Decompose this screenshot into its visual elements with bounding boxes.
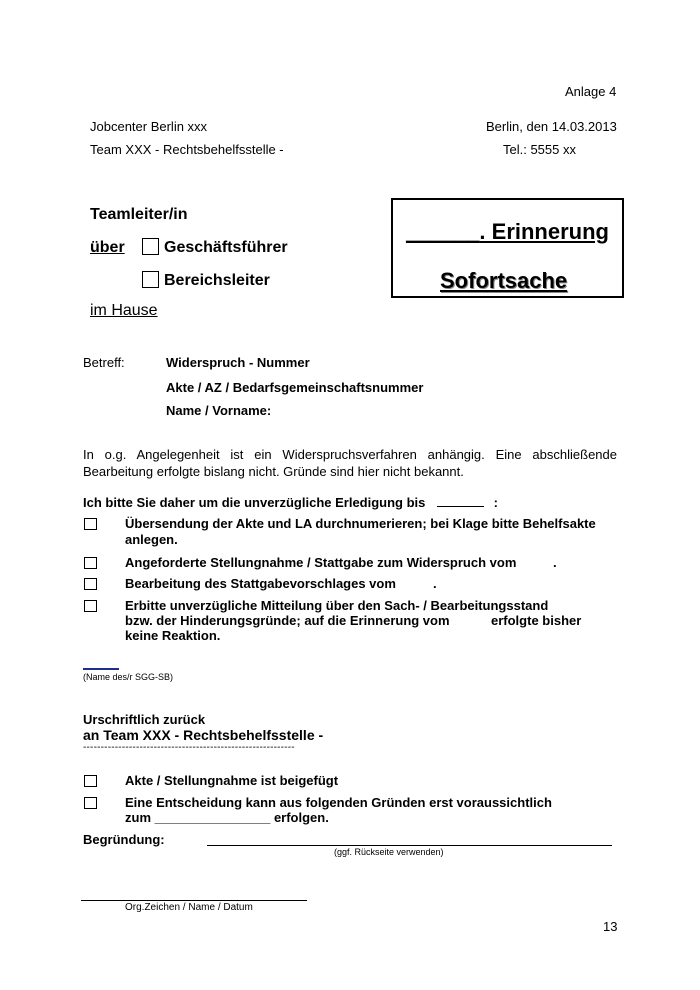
return-item-1-line-1: Akte / Stellungnahme ist beigefügt [125,773,339,788]
recipient-teamleader: Teamleiter/in [90,206,188,223]
return-item-2-line-2 [125,810,329,825]
return-item-2-suffix: erfolgen. [273,810,329,825]
subject-line-1: Widerspruch - Nummer [166,355,310,370]
request-text: Ich bitte Sie daher um die unverzügliche Erledigung bis [83,495,426,510]
reminder-blank: ______ [406,219,480,244]
task-4-line-3: keine Reaktion. [125,628,221,643]
subject-line-2: Akte / AZ / Bedarfsgemeinschaftsnummer [166,380,424,395]
place-date: Berlin, den 14.03.2013 [486,119,617,134]
task-4-line-1: Erbitte unverzügliche Mitteilung über den Sach- / Bearbeitungsstand [125,598,549,613]
task-2-line-1: Angeforderte Stellungnahme / Stattgabe zum Widerspruch vom [125,555,517,570]
return-item-2-prefix: zum [125,810,151,825]
notice-box [391,198,624,298]
option-bereichsleiter: Bereichsleiter [164,272,270,289]
task-4-line-2a: bzw. der Hinderungsgründe; auf die Erinnerung vom [125,613,450,628]
signature-caption: (Name des/r SGG-SB) [83,672,174,682]
footer-signature-line [81,900,307,901]
task-3-checkbox[interactable] [84,578,97,590]
option-geschaeftsfuehrer: Geschäftsführer [164,239,288,256]
task-1-checkbox[interactable] [84,518,97,530]
sender-team: Team XXX - Rechtsbehelfsstelle - [90,142,284,157]
phone: Tel.: 5555 xx [503,142,576,157]
task-4-line-2b: erfolgte bisher [491,613,582,628]
reminder-label: . Erinnerung [479,219,609,244]
return-item-2-blank[interactable]: ________________ [154,810,271,825]
in-house: im Hause [90,302,158,319]
urgent-label: Sofortsache [440,268,568,293]
sender-org: Jobcenter Berlin xxx [90,119,208,134]
return-heading-1: Urschriftlich zurück [83,712,206,727]
checkbox-geschaeftsfuehrer[interactable] [142,238,159,255]
request-line [83,495,498,510]
subject-line-3: Name / Vorname: [166,403,272,418]
recipient-via: über [90,239,125,256]
reason-label: Begründung: [83,832,165,847]
return-dashes: ------------------------------------------------------------ [83,742,295,753]
reason-hint: (ggf. Rückseite verwenden) [334,847,444,857]
signature-line [83,668,119,670]
reminder-heading [406,219,609,245]
return-item-1-checkbox[interactable] [84,775,97,787]
footer-caption: Org.Zeichen / Name / Datum [125,902,253,913]
annex-label: Anlage 4 [565,84,617,99]
reason-line[interactable] [207,845,612,846]
task-4-checkbox[interactable] [84,600,97,612]
return-heading-2: an Team XXX - Rechtsbehelfsstelle - [83,727,324,743]
page-number: 13 [603,919,618,934]
checkbox-bereichsleiter[interactable] [142,271,159,288]
task-2-checkbox[interactable] [84,557,97,569]
task-2-suffix: . [553,555,557,570]
return-item-2-line-1: Eine Entscheidung kann aus folgenden Gründen erst voraussichtlich [125,795,552,810]
task-1-line-2: anlegen. [125,532,178,547]
request-deadline-blank[interactable] [437,506,484,507]
request-colon: : [493,495,498,510]
subject-label: Betreff: [83,355,125,370]
intro-paragraph: In o.g. Angelegenheit ist ein Widerspruchsverfahren anhängig. Eine abschließende Bearbeitung erfolgte bislang nicht. Gründe sind hier nicht bekannt. [83,447,617,479]
task-3-suffix: . [433,576,437,591]
task-3-line-1: Bearbeitung des Stattgabevorschlages vom [125,576,396,591]
task-1-line-1: Übersendung der Akte und LA durchnumerieren; bei Klage bitte Behelfsakte [125,516,596,531]
return-item-2-checkbox[interactable] [84,797,97,809]
